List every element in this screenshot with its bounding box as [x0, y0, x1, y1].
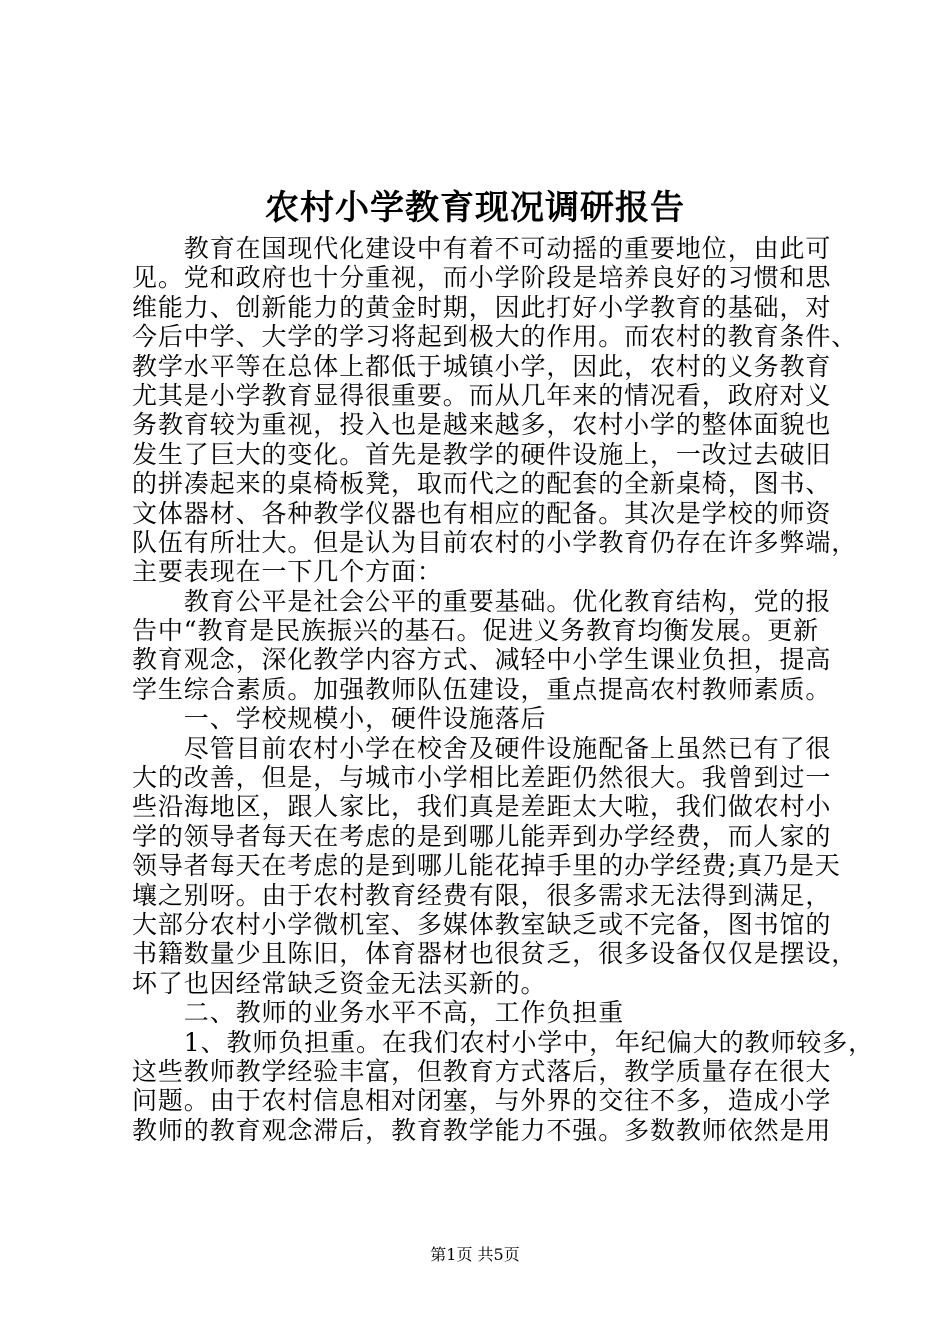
body-line: 大部分农村小学微机室、多媒体教室缺乏或不完备，图书馆的 — [132, 909, 832, 939]
body-line: 学生综合素质。加强教师队伍建设，重点提高农村教师素质。 — [132, 674, 832, 704]
body-line: 尽管目前农村小学在校舍及硬件设施配备上虽然已有了很 — [132, 733, 832, 763]
body-line: 大的改善，但是，与城市小学相比差距仍然很大。我曾到过一 — [132, 763, 832, 793]
body-line: 问题。由于农村信息相对闭塞，与外界的交往不多，造成小学 — [132, 1086, 832, 1116]
body-line: 见。党和政府也十分重视，而小学阶段是培养良好的习惯和思 — [132, 263, 832, 293]
body-line: 文体器材、各种教学仪器也有相应的配备。其次是学校的师资 — [132, 498, 832, 528]
body-line: 教育公平是社会公平的重要基础。优化教育结构，党的报 — [132, 586, 832, 616]
body-line: 教学水平等在总体上都低于城镇小学，因此，农村的义务教育 — [132, 351, 832, 381]
document-body — [132, 234, 875, 1145]
body-line: 维能力、创新能力的黄金时期，因此打好小学教育的基础，对 — [132, 292, 832, 322]
section-heading: 一、学校规模小，硬件设施落后 — [132, 704, 547, 734]
body-line: 些沿海地区，跟人家比，我们真是差距太大啦，我们做农村小 — [132, 792, 832, 822]
body-line: 1、教师负担重。在我们农村小学中，年纪偏大的教师较多， — [132, 1027, 875, 1057]
body-line: 今后中学、大学的学习将起到极大的作用。而农村的教育条件、 — [132, 322, 858, 352]
body-line: 告中“教育是民族振兴的基石。促进义务教育均衡发展。更新 — [132, 616, 820, 646]
body-line: 领导者每天在考虑的是到哪儿能花掉手里的办学经费;真乃是天 — [132, 851, 841, 881]
body-line: 书籍数量少且陈旧，体育器材也很贫乏，很多设备仅仅是摆设， — [132, 939, 858, 969]
body-line: 主要表现在一下几个方面： — [132, 557, 443, 587]
document-title: 农村小学教育现况调研报告 — [265, 188, 685, 228]
section-heading: 二、教师的业务水平不高，工作负担重 — [132, 998, 625, 1028]
body-line: 发生了巨大的变化。首先是教学的硬件设施上，一改过去破旧 — [132, 439, 832, 469]
body-line: 的拼凑起来的桌椅板凳，取而代之的配套的全新桌椅，图书、 — [132, 469, 832, 499]
body-line: 这些教师教学经验丰富，但教育方式落后，教学质量存在很大 — [132, 1056, 832, 1086]
body-line: 壤之别呀。由于农村教育经费有限，很多需求无法得到满足， — [132, 880, 832, 910]
body-line: 学的领导者每天在考虑的是到哪儿能弄到办学经费，而人家的 — [132, 821, 832, 851]
page-number-footer: 第1页 共5页 — [430, 1245, 520, 1264]
body-line: 队伍有所壮大。但是认为目前农村的小学教育仍存在许多弊端， — [132, 527, 858, 557]
body-line: 尤其是小学教育显得很重要。而从几年来的情况看，政府对义 — [132, 380, 832, 410]
body-line: 坏了也因经常缺乏资金无法买新的。 — [132, 968, 547, 998]
body-line: 教师的教育观念滞后，教育教学能力不强。多数教师依然是用 — [132, 1115, 832, 1145]
body-line: 务教育较为重视，投入也是越来越多，农村小学的整体面貌也 — [132, 410, 832, 440]
body-line: 教育在国现代化建设中有着不可动摇的重要地位，由此可 — [132, 234, 832, 263]
body-line: 教育观念，深化教学内容方式、减轻中小学生课业负担，提高 — [132, 645, 832, 675]
